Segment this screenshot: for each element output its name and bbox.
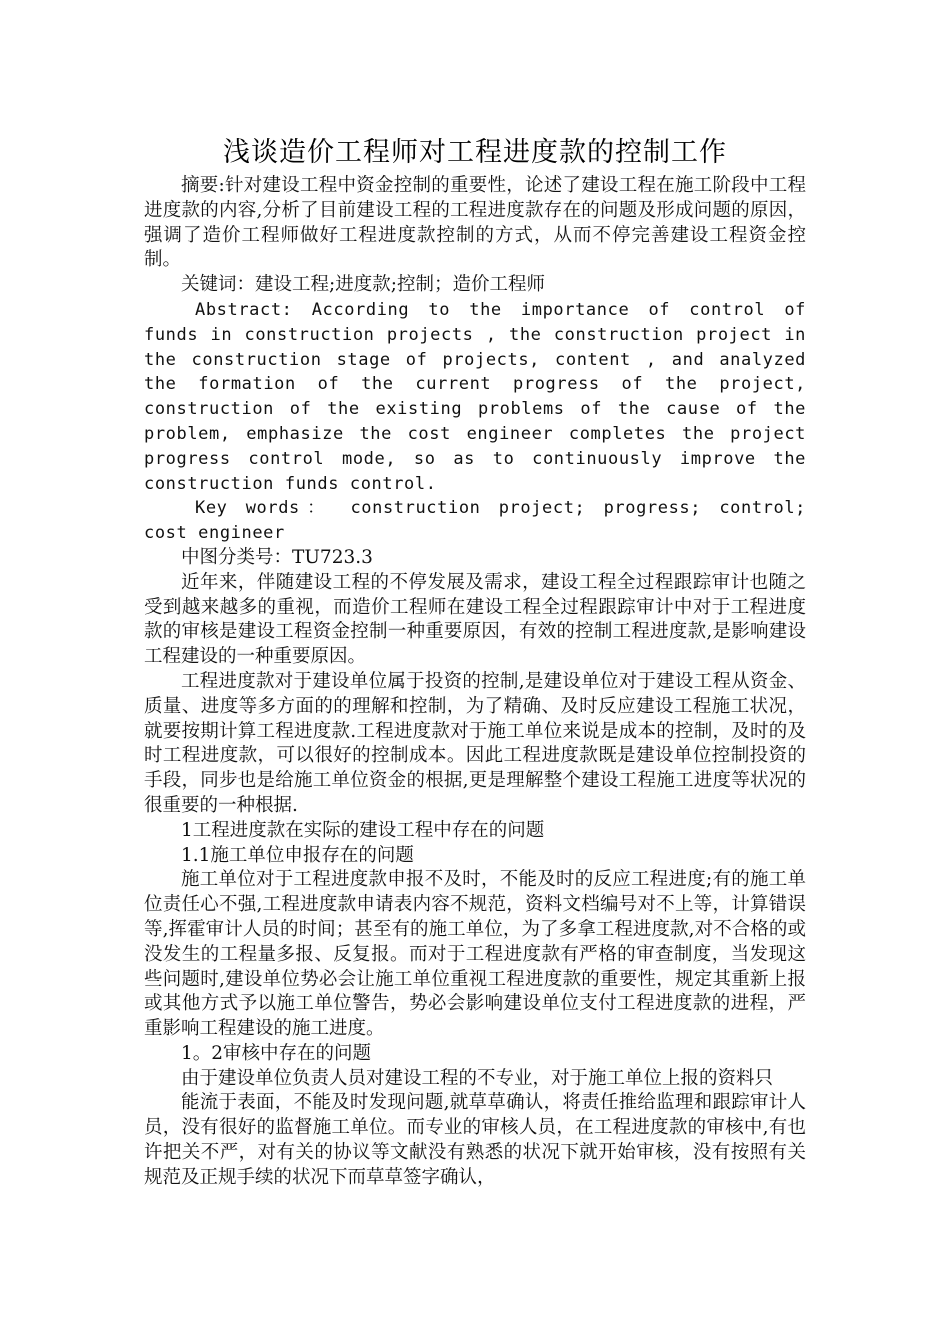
classification-number: 中图分类号：TU723.3 xyxy=(181,546,373,568)
subsection-heading: 1。2审核中存在的问题 xyxy=(181,1042,372,1064)
section-heading: 1工程进度款在实际的建设工程中存在的问题 xyxy=(181,819,545,841)
keywords-en: Key words： construction project; progress; control; cost engineer xyxy=(144,498,806,544)
paragraph: 由于建设单位负责人员对建设工程的不专业，对于施工单位上报的资料只 xyxy=(181,1067,774,1089)
document-title: 浅谈造价工程师对工程进度款的控制工作 xyxy=(223,137,727,168)
document-body xyxy=(144,174,806,1191)
paragraph: 能流于表面，不能及时发现问题,就草草确认，将责任推给监理和跟踪审计人员，没有很好的监督施工单位。而专业的审核人员，在工程进度款的审核中,有也许把关不严，对有关的协议等文献没有熟悉的状况下就开始审核，没有按照有关规范及正规手续的状况下而草草签字确认， xyxy=(144,1092,806,1188)
keywords-cn: 关键词：建设工程;进度款;控制；造价工程师 xyxy=(181,274,545,296)
abstract-en: Abstract: According to the importance of control of funds in construction projects , the construction project in the construction stage of projects, content , and analyzed the formation of the current progress of the project, construction of the existing problems of the cause of the problem, emphasize the cost engineer completes the project progress control mode, so as to continuously improve the construction funds control. xyxy=(144,299,806,494)
subsection-heading: 1.1施工单位申报存在的问题 xyxy=(181,844,414,866)
abstract-cn: 摘要:针对建设工程中资金控制的重要性，论述了建设工程在施工阶段中工程进度款的内容,分析了目前建设工程的工程进度款存在的问题及形成问题的原因，强调了造价工程师做好工程进度款控制的方式，从而不停完善建设工程资金控制。 xyxy=(144,175,806,271)
paragraph: 近年来，伴随建设工程的不停发展及需求，建设工程全过程跟踪审计也随之受到越来越多的重视，而造价工程师在建设工程全过程跟踪审计中对于工程进度款的审核是建设工程资金控制一种重要原因，有效的控制工程进度款,是影响建设工程建设的一种重要原因。 xyxy=(144,571,806,668)
paragraph: 工程进度款对于建设单位属于投资的控制,是建设单位对于建设工程从资金、质量、进度等多方面的的理解和控制，为了精确、及时反应建设工程施工状况，就要按期计算工程进度款.工程进度款对于施工单位来说是成本的控制，及时的及时工程进度款，可以很好的控制成本。因此工程进度款既是建设单位控制投资的手段，同步也是给施工单位资金的根据,更是理解整个建设工程施工进度等状况的很重要的一种根据. xyxy=(144,670,806,816)
paragraph: 施工单位对于工程进度款申报不及时，不能及时的反应工程进度;有的施工单位责任心不强,工程进度款申请表内容不规范，资料文档编号对不上等，计算错误等,挥霍审计人员的时间；甚至有的施工单位，为了多拿工程进度款,对不合格的或没发生的工程量多报、反复报。而对于工程进度款有严格的审查制度，当发现这些问题时,建设单位势必会让施工单位重视工程进度款的重要性，规定其重新上报或其他方式予以施工单位警告，势必会影响建设单位支付工程进度款的进程，严重影响工程建设的施工进度。 xyxy=(144,869,806,1040)
